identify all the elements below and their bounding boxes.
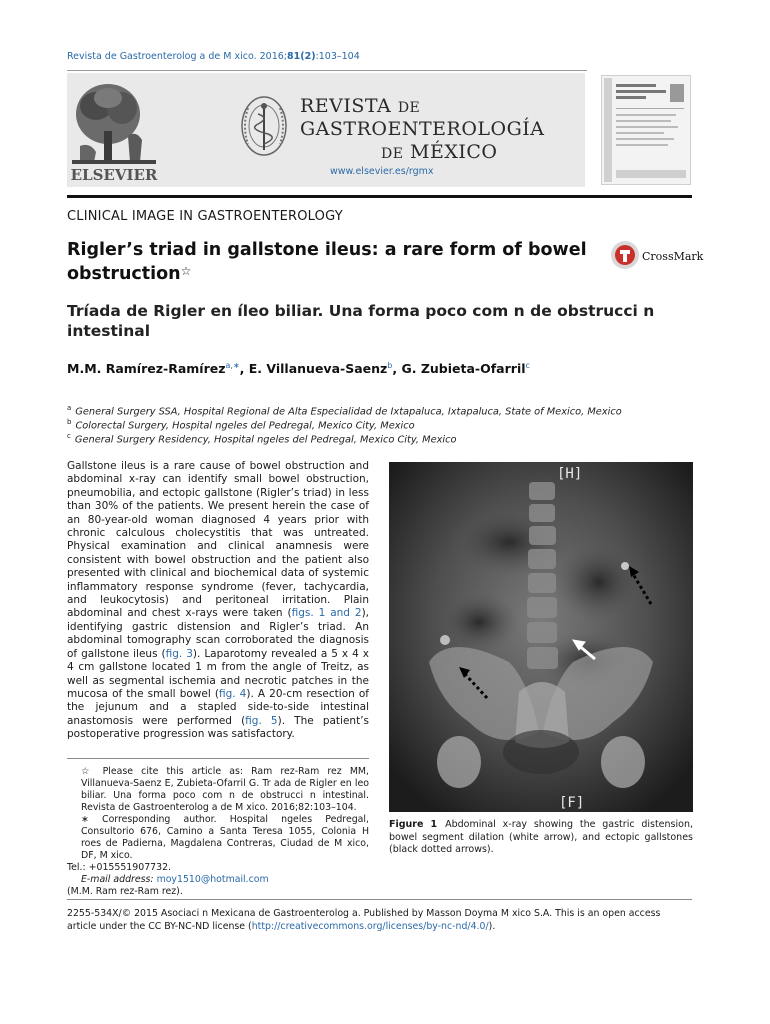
figure-label: Figure 1 xyxy=(389,819,438,830)
affiliation-text: Colorectal Surgery, Hospital ngeles del Pedregal, Mexico City, Mexico xyxy=(75,420,415,432)
figure-link[interactable]: figs. 1 and 2 xyxy=(291,607,362,620)
figure-link[interactable]: fig. 3 xyxy=(165,647,193,660)
title-rule xyxy=(67,195,692,198)
figure-caption-text: Abdominal x-ray showing the gastric distension, bowel segment dilation (white arrow), and ectopic gallstones (black dotted arrows). xyxy=(389,819,693,856)
license-notice xyxy=(67,908,692,933)
affiliation-mark: b xyxy=(67,418,72,426)
author-affiliation-mark[interactable]: b xyxy=(387,361,393,370)
email-link[interactable]: moy1510@hotmail.com xyxy=(156,874,269,885)
figure-link[interactable]: fig. 5 xyxy=(245,714,278,727)
article-title-line2 xyxy=(67,264,191,284)
section-heading: CLINICAL IMAGE IN GASTROENTEROLOGY xyxy=(67,209,343,224)
author-separator: , xyxy=(392,361,402,377)
header-rule xyxy=(67,70,587,71)
affiliation-a xyxy=(67,404,622,417)
affiliation-c xyxy=(67,432,457,445)
footnote-rule xyxy=(67,758,369,759)
journal-title-line3 xyxy=(381,141,497,163)
corresponding-author-footnote: ∗ Corresponding author. Hospital ngeles Pedregal, Consultorio 676, Camino a Santa Teresa 1055, Colonia H roes de Padierna, Magdalena Contreras, Ciudad de M xico, DF, M xico. xyxy=(81,814,369,861)
figure-caption xyxy=(389,819,693,857)
affiliation-mark: a xyxy=(67,404,72,412)
elsevier-tree-logo xyxy=(68,76,160,184)
journal-citation-pages: :103–104 xyxy=(315,51,360,62)
email-owner: (M.M. Ram rez-Ram rez). xyxy=(67,886,183,897)
author-list xyxy=(67,361,530,376)
email-line xyxy=(67,874,369,886)
journal-citation[interactable] xyxy=(67,51,360,62)
email-label: E-mail address: xyxy=(81,874,154,885)
crossmark-label[interactable]: CrossMark xyxy=(642,250,704,263)
author-name[interactable]: G. Zubieta-Ofarril xyxy=(401,361,526,377)
xray-label-head: [H] xyxy=(557,466,583,482)
journal-title-de2: DE xyxy=(381,146,404,162)
elsevier-wordmark: ELSEVIER xyxy=(70,166,158,184)
affiliation-text: General Surgery SSA, Hospital Regional de Alta Especialidad de Ixtapaluca, Ixtapaluca, State of Mexico, Mexico xyxy=(75,406,622,418)
figure-link[interactable]: fig. 4 xyxy=(218,687,247,700)
journal-title-de: DE xyxy=(397,100,421,116)
footnotes xyxy=(67,766,369,898)
abdominal-xray-image xyxy=(389,462,693,812)
license-rule xyxy=(67,899,692,900)
author-name[interactable]: M.M. Ramírez-Ramírez xyxy=(67,361,226,377)
journal-title-word-revista: REVISTA xyxy=(300,95,392,117)
star-footnote-mark[interactable]: ☆ xyxy=(180,264,192,278)
journal-title-line1 xyxy=(300,95,420,117)
author-affiliation-mark[interactable]: a,∗ xyxy=(225,361,240,370)
article-body-paragraph: Gallstone ileus is a rare cause of bowel obstruction and abdominal x-ray can identify small bowel obstruction, pneumobilia, and ectopic gallstone (Rigler’s triad) in less than 30% of the patients. We present herein the case of an 80-year-old woman diagnosed 4 years prior with chronic calculous cholecystitis that was untreated. Physical examination and clinical anamnesis were consistent with bowel obstruction and the patient also presented with clinical and biochemical data of systemic inflammatory response syndrome (fever, tachycardia, and leukocytosis) and peritoneal irritation. Plain abdominal and chest x-rays were taken (figs. 1 and 2), identifying gastric distension and Rigler’s triad. An abdominal tomography scan corroborated the diagnosis of gallstone ileus (fig. 3). Laparotomy revealed a 5 x 4 x 4 cm gallstone located 1 m from the angle of Treitz, as well as segmental ischemia and necrotic patches in the mucosa of the small bowel (fig. 4). A 20-cm resection of the jejunum and a stapled side-to-side intestinal anastomosis were performed (fig. 5). The patient’s postoperative progression was satisfactory. xyxy=(67,460,370,741)
author-affiliation-mark[interactable]: c xyxy=(525,361,530,370)
license-text: 2255-534X/© 2015 Asociaci n Mexicana de Gastroenterolog a. Published by Masson Doyma M xico S.A. This is an open access article under the CC BY-NC-ND license ( xyxy=(67,908,661,932)
spanish-title-line1: Tríada de Rigler en íleo biliar. Una forma poco com n de obstrucci n xyxy=(67,302,655,320)
journal-title-line2: GASTROENTEROLOGÍA xyxy=(300,118,545,140)
crossmark-icon[interactable] xyxy=(610,240,640,270)
author-separator: , xyxy=(239,361,249,377)
journal-cover-thumbnail xyxy=(601,75,691,185)
article-title-line1: Rigler’s triad in gallstone ileus: a rare form of bowel xyxy=(67,240,587,260)
journal-title-word-mexico: MÉXICO xyxy=(410,141,498,163)
citation-footnote: ☆ Please cite this article as: Ram rez-Ram rez MM, Villanueva-Saenz E, Zubieta-Ofarril G. Tr ada de Rigler en leo biliar. Una forma poco com n de obstrucci n intestinal. Revista de Gastroenterolog a de M xico. 2016;82:103–104. xyxy=(81,766,369,813)
affiliation-text: General Surgery Residency, Hospital ngeles del Pedregal, Mexico City, Mexico xyxy=(74,434,457,446)
journal-emblem-icon xyxy=(240,94,288,158)
journal-citation-prefix: Revista de Gastroenterolog a de M xico. 2016; xyxy=(67,51,288,62)
license-end: ). xyxy=(488,920,496,932)
license-link[interactable]: http://creativecommons.org/licenses/by-nc-nd/4.0/ xyxy=(251,920,489,932)
spanish-title-line2: intestinal xyxy=(67,322,151,340)
affiliation-mark: c xyxy=(67,432,71,440)
author-name[interactable]: E. Villanueva-Saenz xyxy=(248,361,388,377)
article-title-word: obstruction xyxy=(67,264,181,284)
telephone-line: Tel.: +015551907732. xyxy=(67,862,172,873)
journal-citation-volume: 81(2) xyxy=(287,51,316,62)
journal-url-link[interactable]: www.elsevier.es/rgmx xyxy=(330,166,434,177)
affiliation-b xyxy=(67,418,415,431)
xray-label-foot: [F] xyxy=(559,795,585,811)
